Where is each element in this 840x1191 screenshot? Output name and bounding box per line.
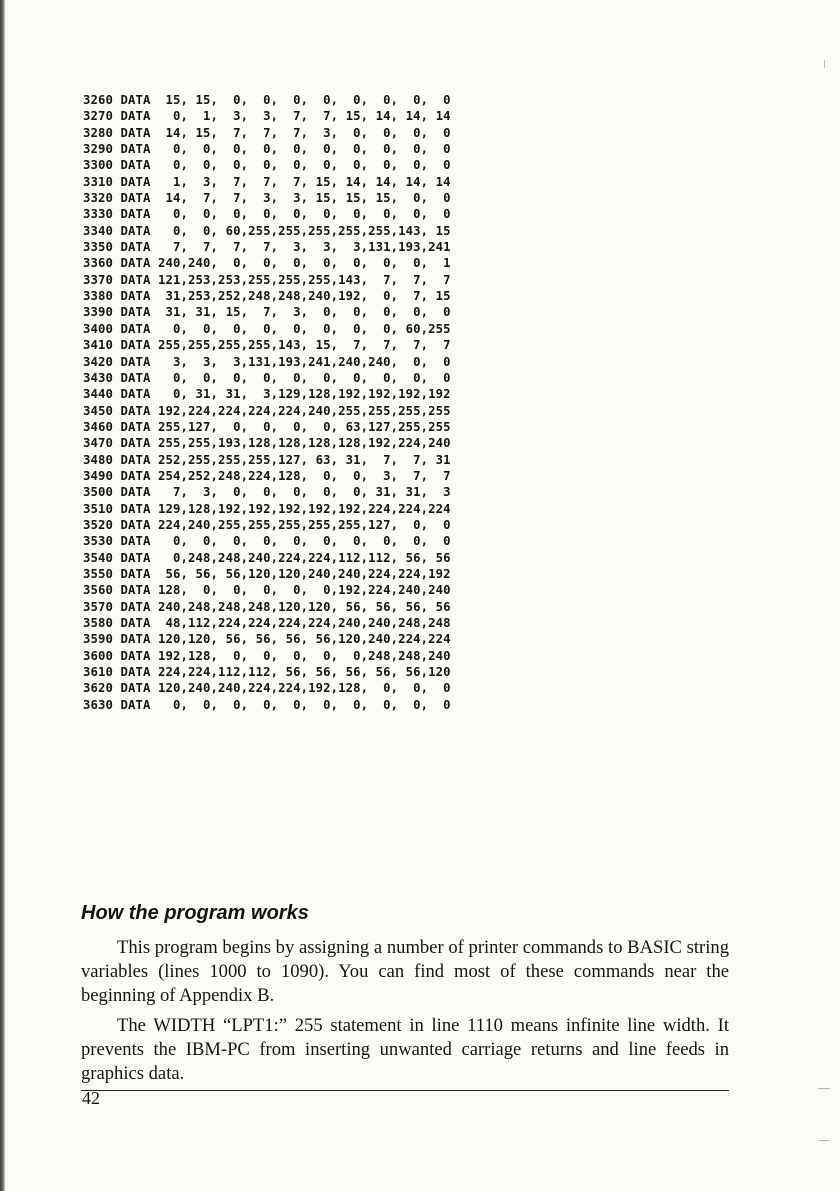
scan-mark xyxy=(818,1088,830,1089)
listing-line: 3390 DATA 31, 31, 15, 7, 3, 0, 0, 0, 0, 0 xyxy=(83,305,451,320)
listing-line: 3410 DATA 255,255,255,255,143, 15, 7, 7, 7, 7 xyxy=(83,338,451,353)
listing-line: 3450 DATA 192,224,224,224,224,240,255,255,255,255 xyxy=(83,403,451,418)
listing-line: 3510 DATA 129,128,192,192,192,192,192,224,224,224 xyxy=(83,501,451,516)
listing-line: 3280 DATA 14, 15, 7, 7, 7, 3, 0, 0, 0, 0 xyxy=(83,125,451,140)
listing-line: 3480 DATA 252,255,255,255,127, 63, 31, 7, 7, 31 xyxy=(83,452,451,467)
listing-line: 3420 DATA 3, 3, 3,131,193,241,240,240, 0, 0 xyxy=(83,354,451,369)
listing-line: 3430 DATA 0, 0, 0, 0, 0, 0, 0, 0, 0, 0 xyxy=(83,370,451,385)
listing-line: 3540 DATA 0,248,248,240,224,224,112,112, 56, 56 xyxy=(83,550,451,565)
basic-data-listing xyxy=(83,92,451,713)
scan-mark xyxy=(818,1140,830,1141)
listing-line: 3340 DATA 0, 0, 60,255,255,255,255,255,143, 15 xyxy=(83,223,451,238)
body-paragraph: This program begins by assigning a number of printer commands to BASIC string variables (lines 1000 to 1090). You can find most of these commands near the beginning of Appendix B. xyxy=(81,937,729,1006)
listing-line: 3530 DATA 0, 0, 0, 0, 0, 0, 0, 0, 0, 0 xyxy=(83,534,451,549)
listing-line: 3500 DATA 7, 3, 0, 0, 0, 0, 0, 31, 31, 3 xyxy=(83,485,451,500)
listing-line: 3290 DATA 0, 0, 0, 0, 0, 0, 0, 0, 0, 0 xyxy=(83,142,451,157)
listing-line: 3490 DATA 254,252,248,224,128, 0, 0, 3, 7, 7 xyxy=(83,468,451,483)
listing-line: 3320 DATA 14, 7, 7, 3, 3, 15, 15, 15, 0, 0 xyxy=(83,191,451,206)
listing-line: 3460 DATA 255,127, 0, 0, 0, 0, 63,127,255,255 xyxy=(83,419,451,434)
footer-rule xyxy=(81,1090,729,1091)
listing-line: 3630 DATA 0, 0, 0, 0, 0, 0, 0, 0, 0, 0 xyxy=(83,697,451,712)
page-number: 42 xyxy=(82,1088,100,1108)
listing-line: 3560 DATA 128, 0, 0, 0, 0, 0,192,224,240,240 xyxy=(83,583,451,598)
listing-line: 3590 DATA 120,120, 56, 56, 56, 56,120,240,224,224 xyxy=(83,632,451,647)
section-heading: How the program works xyxy=(81,902,309,924)
page-binding-edge xyxy=(0,0,5,1191)
listing-line: 3470 DATA 255,255,193,128,128,128,128,192,224,240 xyxy=(83,436,451,451)
listing-line: 3400 DATA 0, 0, 0, 0, 0, 0, 0, 0, 60,255 xyxy=(83,321,451,336)
listing-line: 3350 DATA 7, 7, 7, 7, 3, 3, 3,131,193,241 xyxy=(83,240,451,255)
listing-line: 3610 DATA 224,224,112,112, 56, 56, 56, 56, 56,120 xyxy=(83,665,451,680)
listing-line: 3330 DATA 0, 0, 0, 0, 0, 0, 0, 0, 0, 0 xyxy=(83,207,451,222)
listing-line: 3580 DATA 48,112,224,224,224,224,240,240,248,248 xyxy=(83,616,451,630)
listing-line: 3440 DATA 0, 31, 31, 3,129,128,192,192,192,192 xyxy=(83,387,451,402)
listing-line: 3380 DATA 31,253,252,248,248,240,192, 0, 7, 15 xyxy=(83,289,451,304)
listing-line: 3620 DATA 120,240,240,224,224,192,128, 0, 0, 0 xyxy=(83,681,451,696)
body-paragraph: The WIDTH “LPT1:” 255 statement in line 1110 means infinite line width. It prevents the IBM-PC from inserting unwanted carriage returns and line feeds in graphics data. xyxy=(81,1015,729,1084)
listing-line: 3370 DATA 121,253,253,255,255,255,143, 7, 7, 7 xyxy=(83,272,451,287)
listing-line: 3270 DATA 0, 1, 3, 3, 7, 7, 15, 14, 14, 14 xyxy=(83,109,451,124)
listing-line: 3550 DATA 56, 56, 56,120,120,240,240,224,224,192 xyxy=(83,566,451,581)
listing-line: 3360 DATA 240,240, 0, 0, 0, 0, 0, 0, 0, 1 xyxy=(83,256,451,271)
listing-line: 3260 DATA 15, 15, 0, 0, 0, 0, 0, 0, 0, 0 xyxy=(83,93,451,107)
scan-mark xyxy=(824,60,825,68)
listing-line: 3310 DATA 1, 3, 7, 7, 7, 15, 14, 14, 14, 14 xyxy=(83,174,451,189)
listing-line: 3300 DATA 0, 0, 0, 0, 0, 0, 0, 0, 0, 0 xyxy=(83,158,451,173)
listing-line: 3570 DATA 240,248,248,248,120,120, 56, 56, 56, 56 xyxy=(83,599,451,614)
listing-line: 3600 DATA 192,128, 0, 0, 0, 0, 0,248,248,240 xyxy=(83,648,451,663)
listing-line: 3520 DATA 224,240,255,255,255,255,255,127, 0, 0 xyxy=(83,517,451,532)
